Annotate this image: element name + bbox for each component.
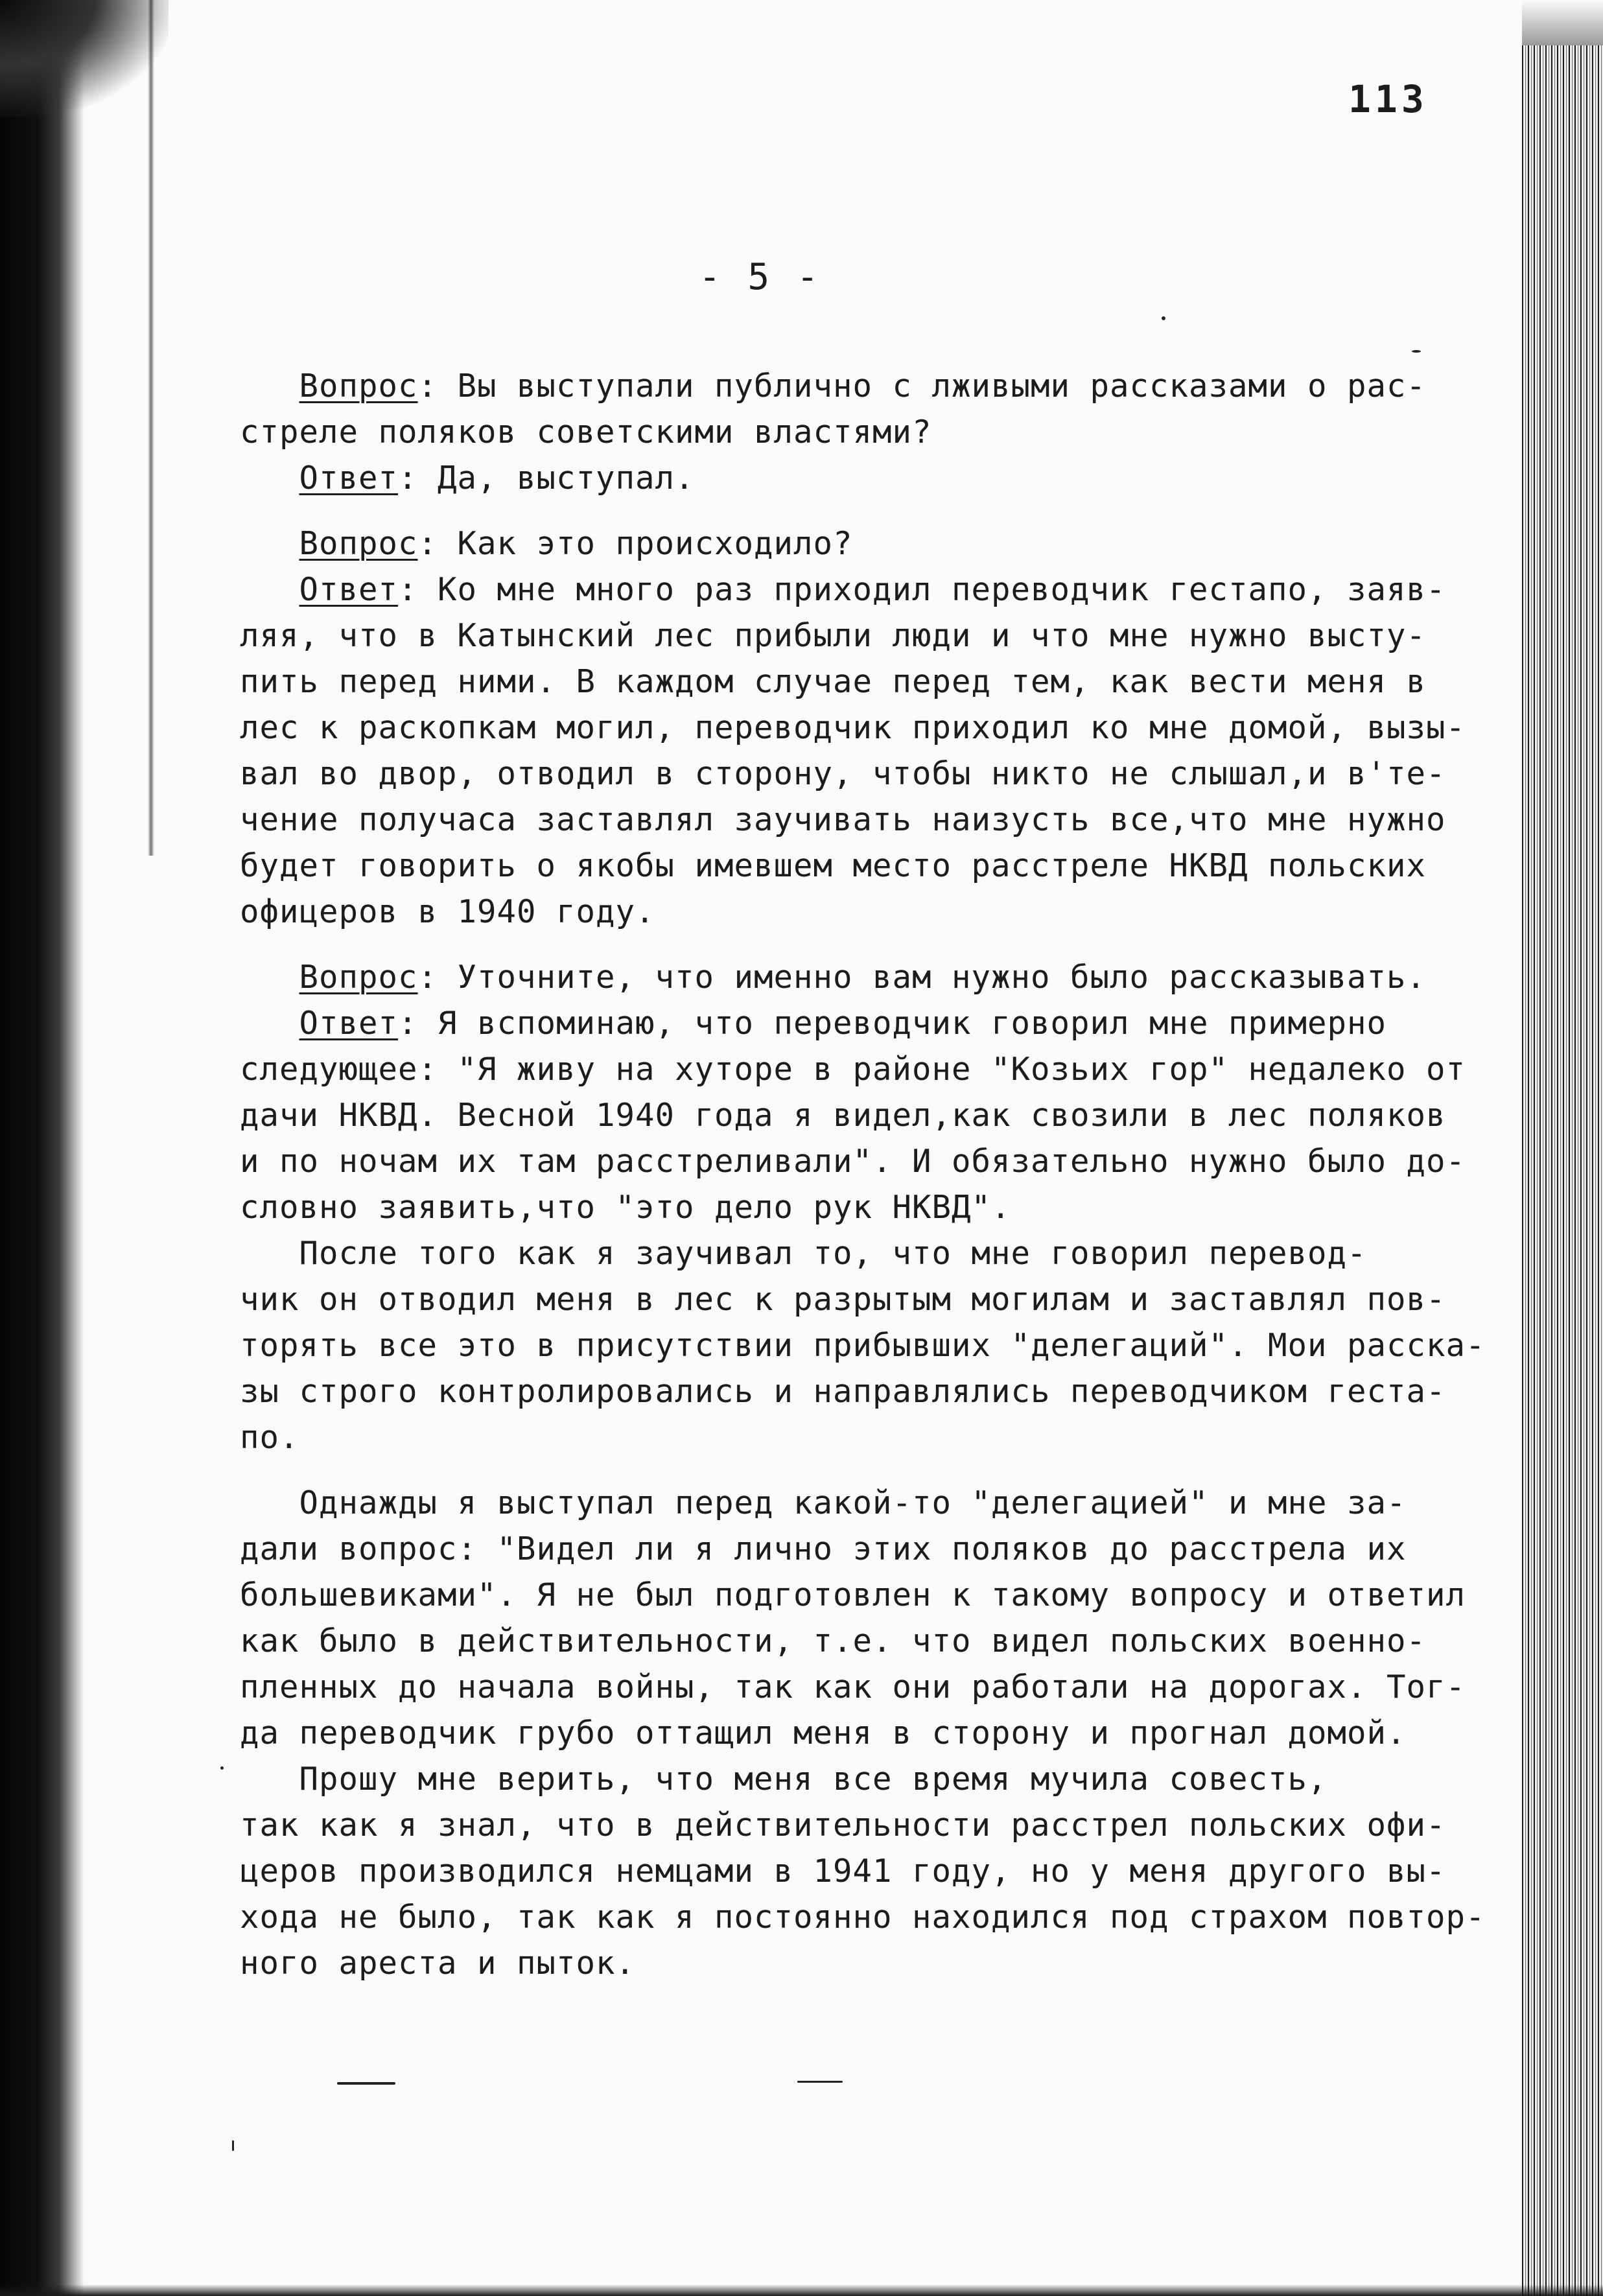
text-line	[240, 1276, 1510, 1322]
line-text: большевиками". Я не был подготовлен к такому вопросу и ответил	[240, 1576, 1466, 1613]
text-line	[240, 1756, 1510, 1802]
line-text: стреле поляков советскими властями?	[240, 414, 932, 451]
text-line	[240, 1664, 1510, 1710]
text-line	[240, 1046, 1510, 1092]
line-indent	[240, 368, 299, 404]
line-text: : Ко мне много раз приходил переводчик гестапо, заяв-	[398, 571, 1446, 608]
line-text: пленных до начала войны, так как они работали на дорогах. Тог-	[240, 1669, 1466, 1705]
document-body	[240, 363, 1510, 1986]
scan-speck	[797, 2081, 843, 2083]
text-line	[240, 751, 1510, 797]
line-text: как было в действительности, т.е. что видел польских военно-	[240, 1622, 1427, 1659]
text-line	[240, 843, 1510, 889]
stacked-page-edges-top	[1522, 0, 1603, 45]
line-text: лес к раскопкам могил, переводчик приходил ко мне домой, вызы-	[240, 709, 1466, 746]
text-line	[240, 1848, 1510, 1894]
line-text: дачи НКВД. Весной 1940 года я видел,как свозили в лес поляков	[240, 1097, 1446, 1134]
line-text: ного ареста и пыток.	[240, 1945, 636, 1982]
paragraph-gap	[240, 1460, 1510, 1480]
text-line	[240, 1618, 1510, 1664]
line-text: зы строго контролировались и направлялись переводчиком геста-	[240, 1373, 1446, 1410]
line-text: и по ночам их там расстреливали". И обязательно нужно было до-	[240, 1143, 1466, 1180]
line-text: : Да, выступал.	[398, 460, 695, 497]
line-indent	[240, 525, 299, 562]
text-line	[240, 1138, 1510, 1184]
text-line	[240, 954, 1510, 1000]
line-indent	[240, 1761, 299, 1798]
line-text: церов производился немцами в 1941 году, но у меня другого вы-	[240, 1853, 1446, 1890]
line-text: дали вопрос: "Видел ли я лично этих поляков до расстрела их	[240, 1530, 1407, 1567]
line-text: так как я знал, что в действительности расстрел польских офи-	[240, 1807, 1446, 1844]
line-text: по.	[240, 1419, 299, 1456]
line-text: следующее: "Я живу на хуторе в районе "Козьих гор" недалеко от	[240, 1051, 1466, 1088]
question-label: Вопрос	[299, 368, 418, 404]
line-text: чение получаса заставлял заучивать наизусть все,что мне нужно	[240, 801, 1446, 838]
question-label: Вопрос	[299, 959, 418, 996]
text-line	[240, 1230, 1510, 1276]
line-text: чик он отводил меня в лес к разрытым могилам и заставлял пов-	[240, 1281, 1446, 1318]
text-line	[240, 1802, 1510, 1848]
paragraph-gap	[240, 935, 1510, 954]
question-label: Вопрос	[299, 525, 418, 562]
line-text: пить перед ними. В каждом случае перед тем, как вести меня в	[240, 663, 1427, 700]
text-line	[240, 705, 1510, 751]
line-text: : Вы выступали публично с лживыми рассказами о рас-	[417, 368, 1427, 404]
text-line	[240, 659, 1510, 705]
answer-label: Ответ	[299, 571, 399, 608]
line-text: : Уточните, что именно вам нужно было рассказывать.	[417, 959, 1427, 996]
text-line	[240, 521, 1510, 567]
line-indent	[240, 460, 299, 497]
text-line	[240, 1710, 1510, 1756]
text-line	[240, 455, 1510, 501]
line-text: вал во двор, отводил в сторону, чтобы никто не слышал,и в'те-	[240, 755, 1446, 792]
scan-speck	[232, 2140, 234, 2151]
line-text: Прошу мне верить, что меня все время мучила совесть,	[299, 1761, 1328, 1798]
line-indent	[240, 571, 299, 608]
text-line	[240, 613, 1510, 659]
text-line	[240, 1572, 1510, 1618]
scan-speck	[1162, 316, 1165, 320]
scan-speck	[220, 1766, 224, 1770]
line-text: : Я вспоминаю, что переводчик говорил мне примерно	[398, 1005, 1387, 1042]
archive-page-number: 113	[1348, 77, 1428, 121]
text-line	[240, 1414, 1510, 1460]
scan-bottom-edge-shadow	[0, 2284, 1603, 2296]
line-indent	[240, 1484, 299, 1521]
line-text: После того как я заучивал то, что мне говорил перевод-	[299, 1235, 1367, 1272]
text-line	[240, 1526, 1510, 1572]
paragraph-gap	[240, 501, 1510, 521]
line-indent	[240, 959, 299, 996]
scan-speck	[337, 2082, 395, 2085]
text-line	[240, 1000, 1510, 1046]
scan-left-edge-shadow	[0, 0, 84, 2296]
text-line	[240, 797, 1510, 843]
line-text: : Как это происходило?	[417, 525, 853, 562]
scan-speck	[1412, 350, 1421, 353]
text-line	[240, 1940, 1510, 1986]
stacked-page-edges	[1522, 45, 1603, 2296]
line-text: ляя, что в Катынский лес прибыли люди и что мне нужно высту-	[240, 617, 1427, 654]
answer-label: Ответ	[299, 1005, 399, 1042]
text-line	[240, 1368, 1510, 1414]
line-text: хода не было, так как я постоянно находился под страхом повтор-	[240, 1899, 1486, 1936]
scan-top-corner-shadow	[0, 0, 169, 117]
text-line	[240, 363, 1510, 409]
text-line	[240, 1184, 1510, 1230]
answer-label: Ответ	[299, 460, 399, 497]
line-text: торять все это в присутствии прибывших "делегаций". Мои расска-	[240, 1327, 1486, 1364]
line-indent	[240, 1005, 299, 1042]
text-line	[240, 1480, 1510, 1526]
text-line	[240, 409, 1510, 455]
text-line	[240, 1322, 1510, 1368]
line-text: Однажды я выступал перед какой-то "делегацией" и мне за-	[299, 1484, 1407, 1521]
line-text: словно заявить,что "это дело рук НКВД".	[240, 1189, 1011, 1226]
line-indent	[240, 1235, 299, 1272]
text-line	[240, 889, 1510, 935]
text-line	[240, 1092, 1510, 1138]
line-text: офицеров в 1940 году.	[240, 893, 655, 930]
page-number: - 5 -	[699, 256, 821, 298]
line-text: будет говорить о якобы имевшем место расстреле НКВД польских	[240, 847, 1427, 884]
line-text: да переводчик грубо оттащил меня в сторону и прогнал домой.	[240, 1715, 1407, 1751]
text-line	[240, 1894, 1510, 1940]
page-fold-line	[148, 0, 154, 856]
text-line	[240, 567, 1510, 613]
